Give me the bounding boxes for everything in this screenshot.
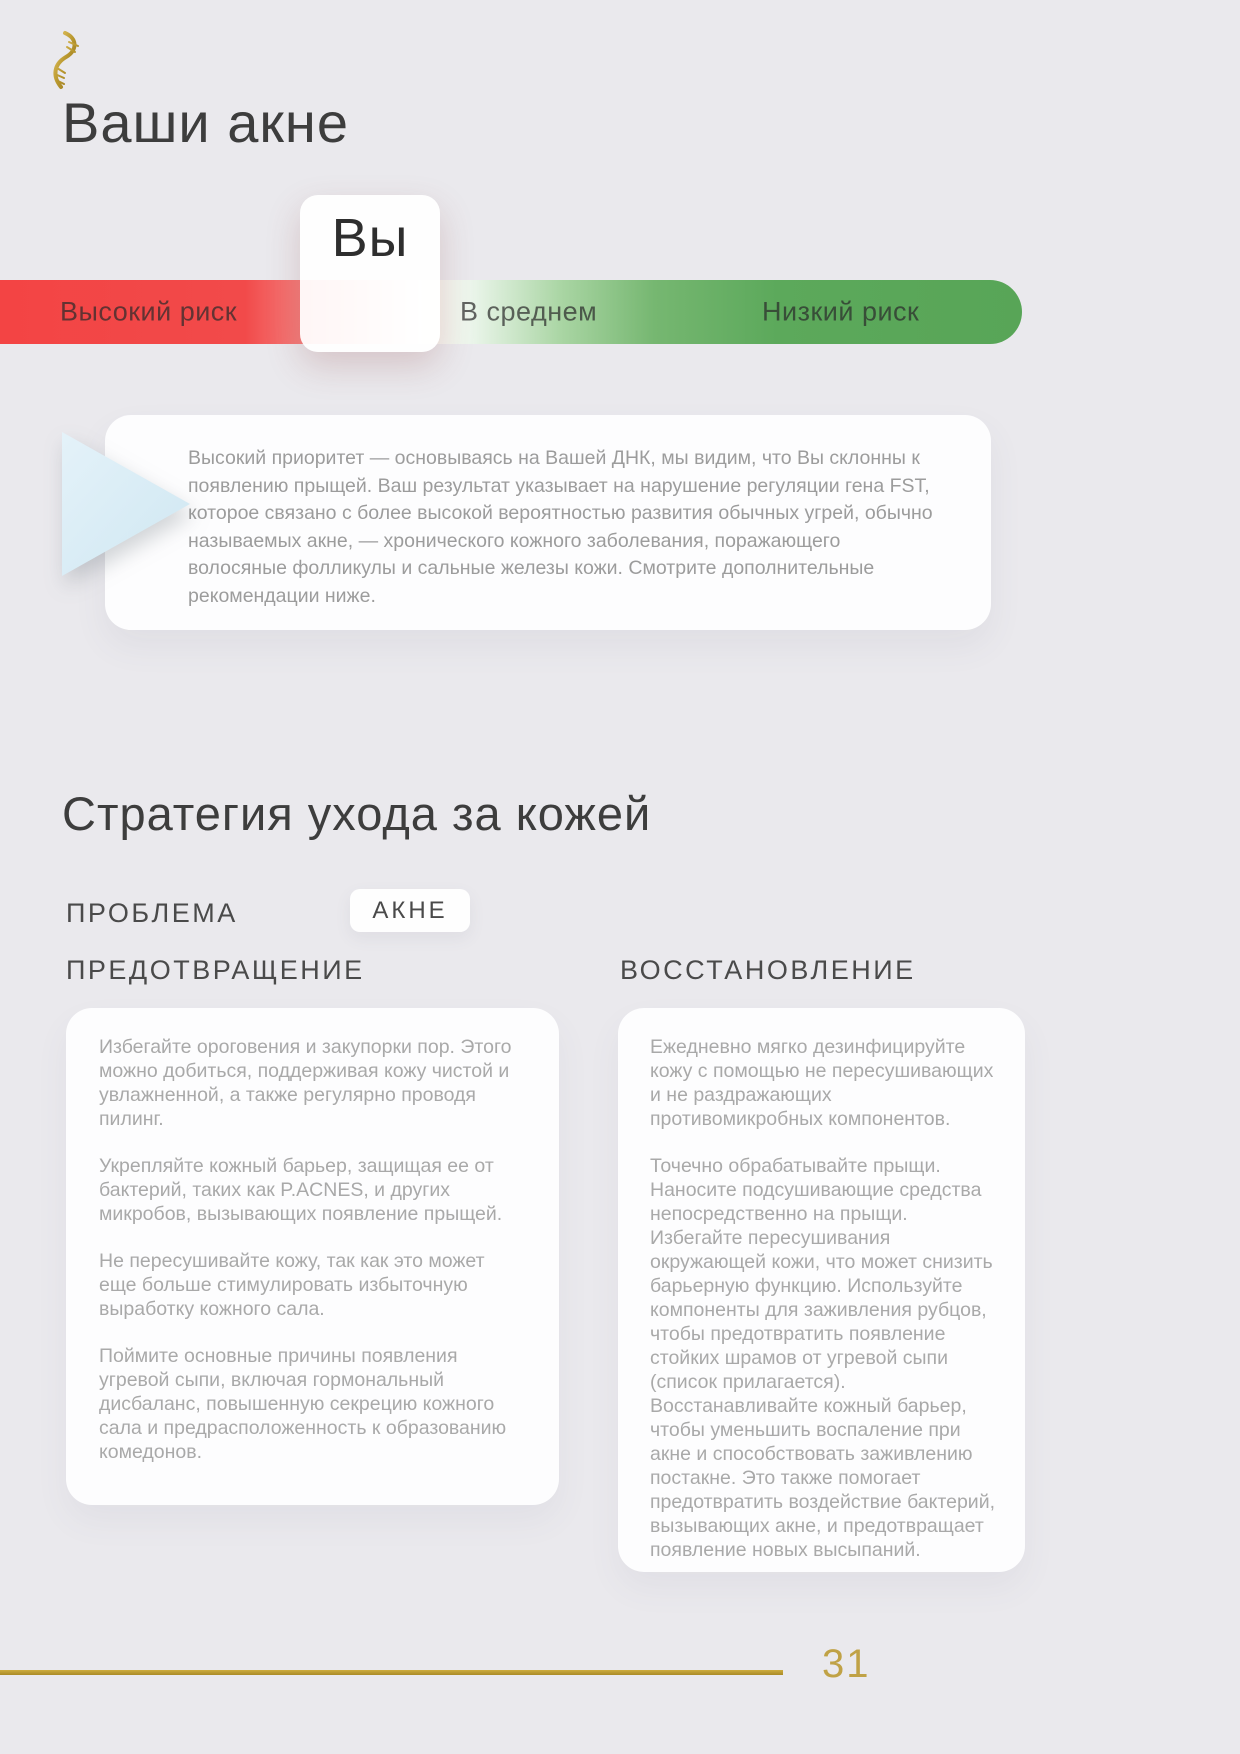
column-heading-recovery: ВОССТАНОВЛЕНИЕ bbox=[620, 955, 916, 985]
prevention-paragraph: Поймите основные причины появления угревой сыпи, включая гормональный дисбаланс, повышенную секрецию кожного сала и предрасположенность к образованию комедонов. bbox=[99, 1345, 507, 1463]
summary-card bbox=[105, 415, 991, 630]
summary-text: Высокий приоритет — основываясь на Вашей ДНК, мы видим, что Вы склонны к появлению прыщей. Ваш результат указывает на нарушение регуляции гена FST, которое связано с более высокой вероятностью развития обычных угрей, обычно называемых акне, — хронического кожного заболевания, поражающего волосяные фолликулы и сальные железы кожи. Смотрите дополнительные рекомендации ниже. bbox=[188, 447, 933, 607]
strategy-title: Стратегия ухода за кожей bbox=[62, 787, 652, 840]
prevention-paragraph: Не пересушивайте кожу, так как это может еще больше стимулировать избыточную выработку кожного сала. bbox=[99, 1250, 485, 1320]
risk-label-high: Высокий риск bbox=[60, 296, 238, 327]
pointer-triangle-icon bbox=[62, 428, 198, 580]
risk-label-low: Низкий риск bbox=[762, 296, 920, 327]
page-number: 31 bbox=[822, 1642, 871, 1686]
page-title: Ваши акне bbox=[62, 91, 349, 154]
prevention-card bbox=[66, 1008, 559, 1505]
problem-badge: АКНЕ bbox=[350, 889, 470, 932]
prevention-paragraph: Укрепляйте кожный барьер, защищая ее от бактерий, таких как P.ACNES, и других микробов, вызывающих появление прыщей. bbox=[99, 1155, 503, 1225]
column-heading-prevention: ПРЕДОТВРАЩЕНИЕ bbox=[66, 955, 365, 985]
recovery-card bbox=[618, 1008, 1025, 1572]
risk-marker-label: Вы bbox=[331, 208, 409, 268]
prevention-paragraph: Избегайте ороговения и закупорки пор. Этого можно добиться, поддерживая кожу чистой и увлажненной, а также регулярно проводя пилинг. bbox=[99, 1036, 512, 1130]
risk-marker bbox=[300, 195, 440, 352]
risk-label-medium: В среднем bbox=[460, 296, 598, 327]
problem-label: ПРОБЛЕМА bbox=[66, 898, 238, 928]
recovery-paragraph: Ежедневно мягко дезинфицируйте кожу с помощью не пересушивающих и не раздражающих противомикробных компонентов. bbox=[650, 1036, 994, 1130]
risk-scale-bar bbox=[0, 280, 1022, 344]
dna-helix-icon bbox=[44, 30, 82, 92]
footer-rule bbox=[0, 1670, 783, 1675]
recovery-paragraph: Точечно обрабатывайте прыщи. Наносите подсушивающие средства непосредственно на прыщи. Избегайте пересушивания окружающей кожи, что может снизить барьерную функцию. Используйте компоненты для заживления рубцов, чтобы предотвратить появление стойких шрамов от угревой сыпи (список прилагается). Восстанавливайте кожный барьер, чтобы уменьшить воспаление при акне и способствовать заживлению постакне. Это также помогает предотвратить воздействие бактерий, вызывающих акне, и предотвращает появление новых высыпаний. bbox=[650, 1155, 996, 1561]
